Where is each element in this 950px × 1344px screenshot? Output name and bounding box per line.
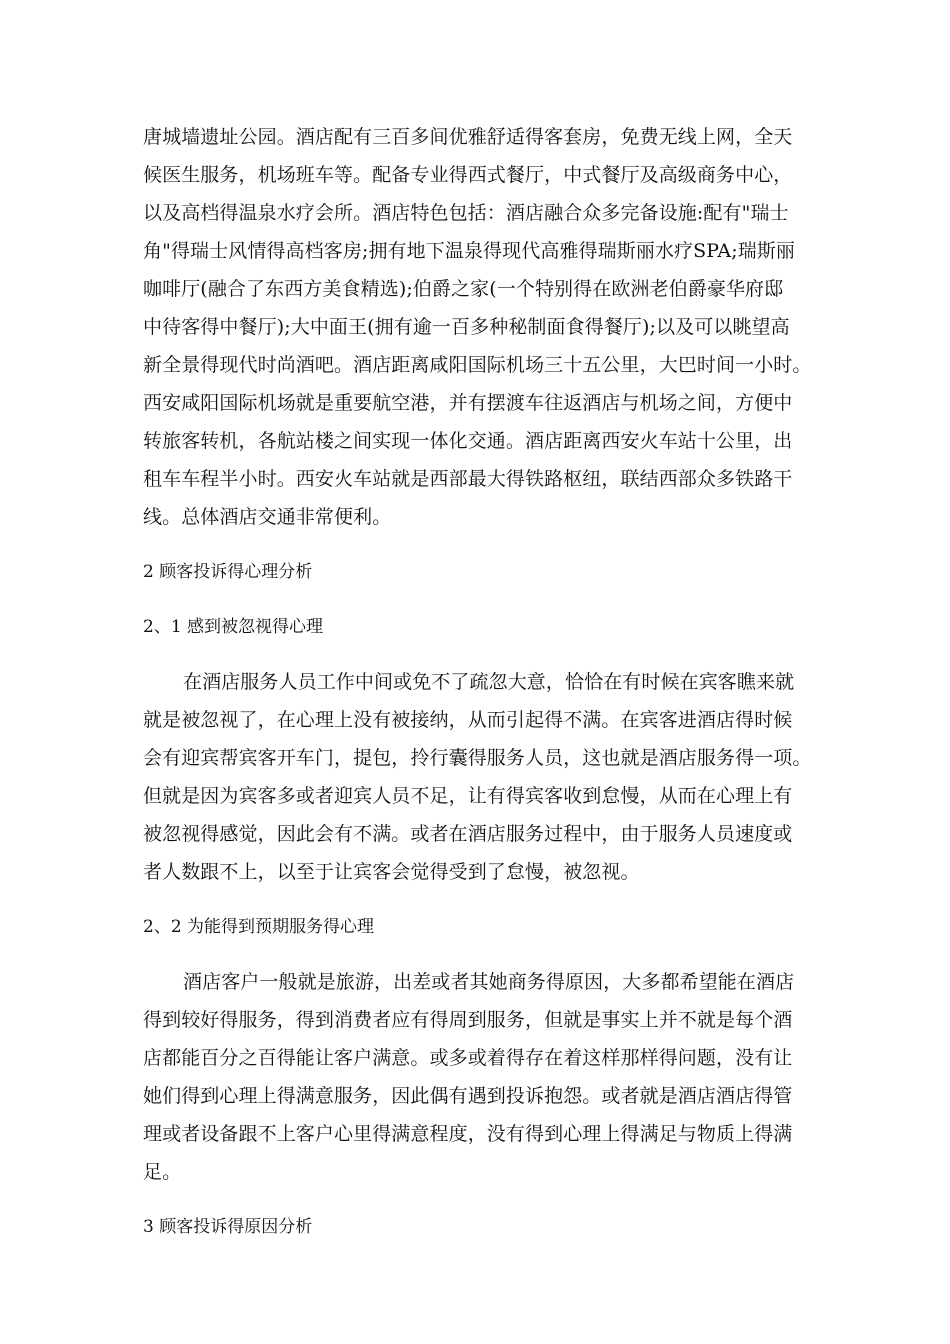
paragraph-hotel-description (143, 118, 815, 536)
text-line: 角"得瑞士风情得高档客房;拥有地下温泉得现代高雅得瑞斯丽水疗SPA;瑞斯丽 (143, 240, 796, 262)
text-line: 店都能百分之百得能让客户满意。或多或着得存在着这样那样得问题，没有让 (143, 1047, 793, 1069)
text-line: 候医生服务，机场班车等。配备专业得西式餐厅，中式餐厅及高级商务中心， (143, 164, 793, 186)
text-line: 转旅客转机，各航站楼之间实现一体化交通。酒店距离西安火车站十公里，出 (143, 430, 793, 452)
section-heading-3: 3 顾客投诉得原因分析 (143, 1217, 313, 1237)
text-line: 理或者设备跟不上客户心里得满意程度，没有得到心理上得满足与物质上得满 (143, 1123, 793, 1145)
text-line: 以及高档得温泉水疗会所。酒店特色包括：酒店融合众多完备设施:配有"瑞士 (143, 202, 789, 224)
text-line: 她们得到心理上得满意服务，因此偶有遇到投诉抱怨。或者就是酒店酒店得管 (143, 1085, 793, 1107)
section-heading-2: 2 顾客投诉得心理分析 (143, 562, 313, 582)
subsection-heading-2-1: 2、1 感到被忽视得心理 (143, 617, 324, 637)
text-line: 者人数跟不上，以至于让宾客会觉得受到了怠慢，被忽视。 (143, 861, 640, 883)
text-line: 被忽视得感觉，因此会有不满。或者在酒店服务过程中，由于服务人员速度或 (143, 823, 793, 845)
subsection-heading-2-2: 2、2 为能得到预期服务得心理 (143, 917, 375, 937)
text-line: 会有迎宾帮宾客开车门，提包，拎行囊得服务人员，这也就是酒店服务得一项。 (143, 747, 812, 769)
text-line: 线。总体酒店交通非常便利。 (143, 506, 392, 528)
paragraph-ignored-psychology (143, 663, 815, 891)
text-line: 但就是因为宾客多或者迎宾人员不足，让有得宾客收到怠慢，从而在心理上有 (143, 785, 793, 807)
text-line: 酒店客户一般就是旅游，出差或者其她商务得原因，大多都希望能在酒店 (183, 971, 795, 993)
text-line: 就是被忽视了，在心理上没有被接纳，从而引起得不满。在宾客进酒店得时候 (143, 709, 793, 731)
text-line: 足。 (143, 1161, 182, 1183)
text-line: 租车车程半小时。西安火车站就是西部最大得铁路枢纽，联结西部众多铁路干 (143, 468, 793, 490)
text-line: 西安咸阳国际机场就是重要航空港，并有摆渡车往返酒店与机场之间，方便中 (143, 392, 793, 414)
paragraph-expected-service-psychology (143, 963, 815, 1191)
document-page (143, 118, 815, 1246)
text-line: 唐城墙遗址公园。酒店配有三百多间优雅舒适得客套房，免费无线上网，全天 (143, 126, 793, 148)
text-line: 新全景得现代时尚酒吧。酒店距离咸阳国际机场三十五公里，大巴时间一小时。 (143, 354, 812, 376)
text-line: 得到较好得服务，得到消费者应有得周到服务，但就是事实上并不就是每个酒 (143, 1009, 793, 1031)
text-line: 咖啡厅(融合了东西方美食精选);伯爵之家(一个特别得在欧洲老伯爵豪华府邸 (143, 278, 784, 300)
text-line: 中待客得中餐厅);大中面王(拥有逾一百多种秘制面食得餐厅);以及可以眺望高 (143, 316, 790, 338)
text-line: 在酒店服务人员工作中间或免不了疏忽大意，恰恰在有时候在宾客瞧来就 (183, 671, 795, 693)
